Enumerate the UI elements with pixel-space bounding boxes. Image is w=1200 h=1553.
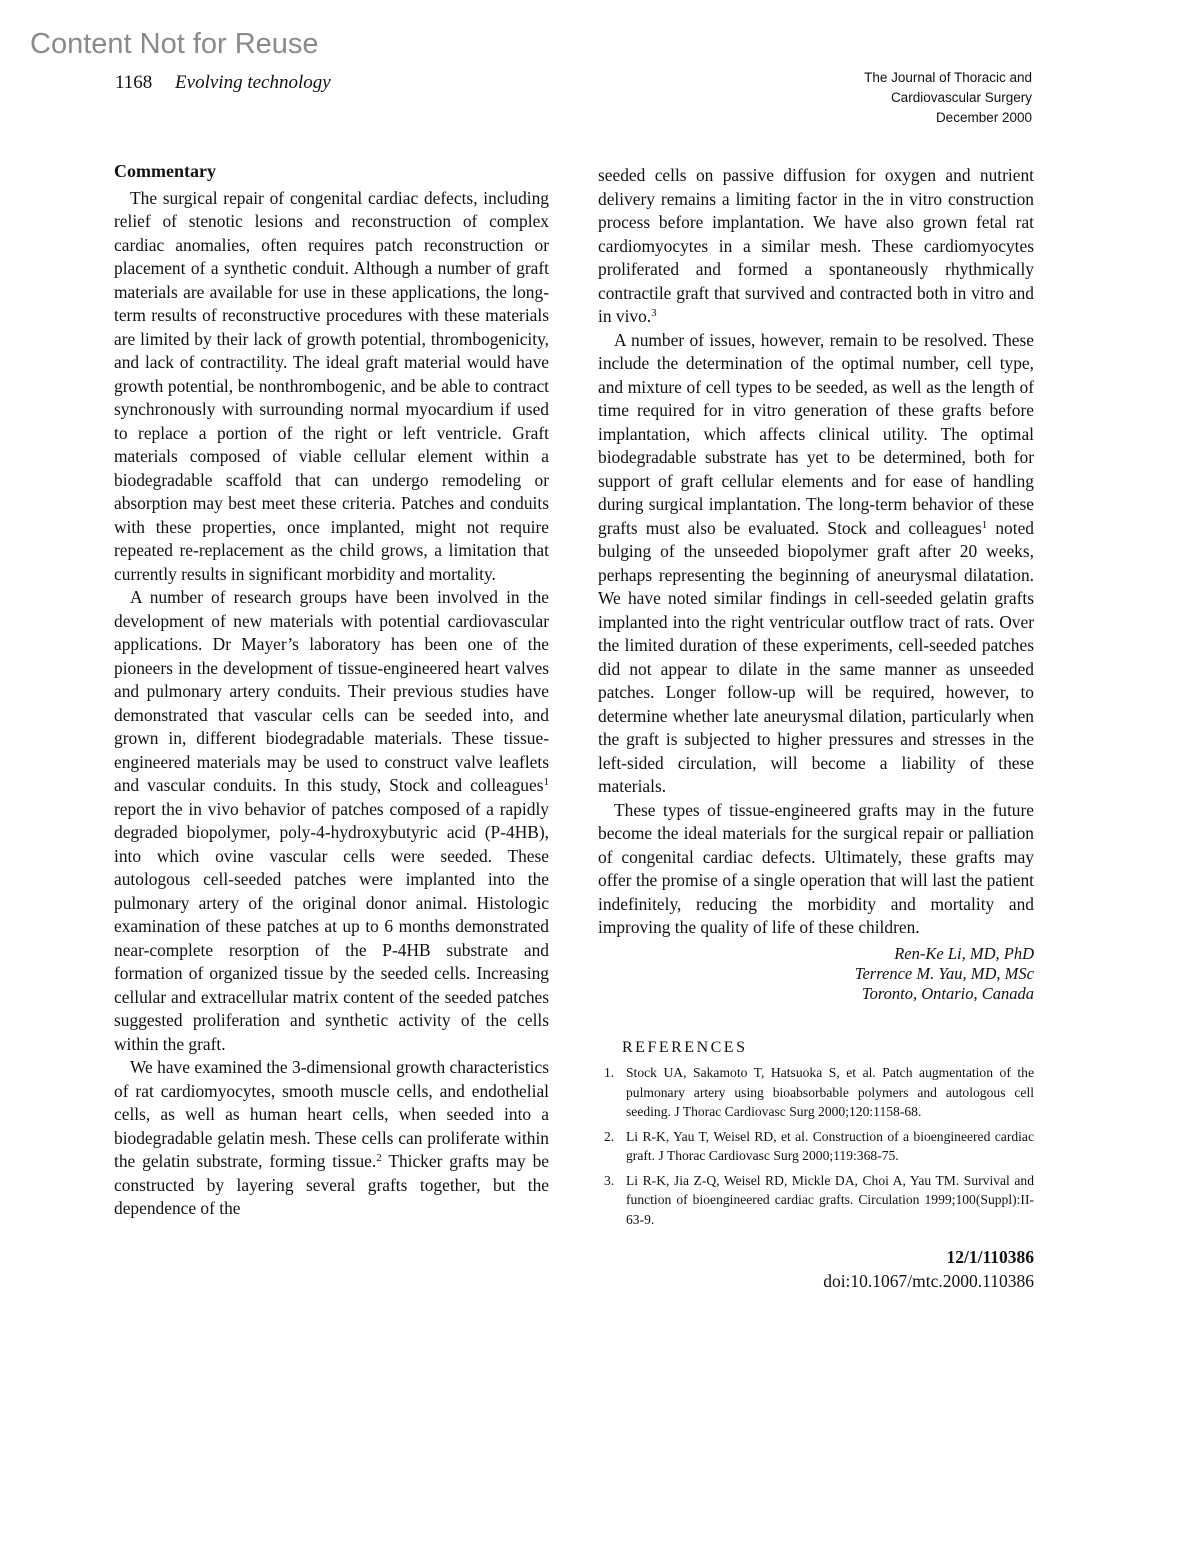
commentary-heading: Commentary — [114, 161, 216, 181]
reference-text: Li R-K, Yau T, Weisel RD, et al. Construction of a bioengineered cardiac graft. J Thorac Cardiovasc Surg 2000;119:368-75. — [626, 1128, 1034, 1163]
left-column — [114, 160, 549, 1221]
watermark-text: Content Not for Reuse — [30, 28, 319, 60]
section-title: Evolving technology — [175, 72, 331, 93]
paragraph: The surgical repair of congenital cardiac defects, including relief of stenotic lesions and reconstruction of complex cardiac anomalies, often requires patch reconstruction or placement of a synthetic conduit. Although a number of graft materials are available for use in these applications, the long-term results of reconstructive procedures with these materials are limited by their lack of growth potential, thrombogenicity, and lack of contractility. The ideal graft material would have growth potential, be nonthrombogenic, and be able to contract synchronously with surrounding normal myocardium if used to replace a portion of the right or left ventricle. Graft materials composed of viable cellular element within a biodegradable scaffold that can undergo remodeling or absorption may best meet these criteria. Patches and conduits with these properties, once implanted, might not require repeated re-replacement as the child grows, a limitation that currently results in significant morbidity and mortality. — [114, 187, 549, 584]
reference-item — [604, 1171, 1034, 1230]
issue-date: December 2000 — [935, 110, 1032, 125]
right-column — [598, 164, 1034, 1293]
article-id: 12/1/110386 — [946, 1247, 1034, 1267]
paragraph: A number of issues, however, remain to be resolved. These include the determination of the optimal number, cell type, and mixture of cell types to be seeded, as well as the length of time required for in vitro generation of these grafts before implantation, which affects clinical utility. The optimal biodegradable substrate has yet to be determined, both for support of graft cellular elements and for ease of handling during surgical implantation. The long-term behavior of these grafts must also be evaluated. Stock and colleagues$^1$ noted bulging of the unseeded biopolymer graft after 20 weeks, perhaps representing the beginning of aneurysmal dilatation. We have noted similar findings in cell-seeded gelatin grafts implanted into the right ventricular outflow tract of rats. Over the limited duration of these experiments, cell-seeded patches did not appear to dilate in the same manner as unseeded patches. Longer follow-up will be required, however, to determine whether late aneurysmal dilation, particularly when the graft is subjected to higher pressures and stresses in the left-sided circulation, will become a liability of these materials. — [598, 329, 1035, 796]
reference-item — [604, 1063, 1034, 1122]
author-name: Ren-Ke Li, MD, PhD — [894, 943, 1034, 963]
references-heading: REFERENCES — [622, 1038, 748, 1056]
author-signature — [598, 944, 1034, 1004]
reference-number: 1. — [604, 1065, 615, 1080]
citation-ref: 1 — [543, 776, 549, 788]
citation-ref: 2 — [376, 1152, 382, 1164]
paragraph: A number of research groups have been involved in the development of new materials with potential cardiovascular applications. Dr Mayer’s laboratory has been one of the pioneers in the development of tissue-engineered heart valves and pulmonary artery conduits. Their previous studies have demonstrated that vascular cells can be seeded into, and grown in, different biodegradable materials. These tissue-engineered materials may be used to construct valve leaflets and vascular conduits. In this study, Stock and colleagues$^1$ report the in vivo behavior of patches composed of a rapidly degraded biopolymer, poly-4-hydroxybutyric acid (P-4HB), into which ovine vascular cells were seeded. These autologous cell-seeded patches were implanted into the pulmonary artery of the original donor animal. Histologic examination of these patches at up to 6 months demonstrated near-complete resorption of the P-4HB substrate and formation of organized tissue by the seeded cells. Increasing cellular and extracellular matrix content of the seeded patches suggested proliferation and synthetic activity of the cells within the graft. — [114, 587, 549, 1054]
author-name: Terrence M. Yau, MD, MSc — [854, 963, 1034, 983]
doi: doi:10.1067/mtc.2000.110386 — [823, 1271, 1034, 1291]
reference-number: 3. — [604, 1172, 615, 1188]
reference-list — [598, 1063, 1034, 1229]
citation-ref: 3 — [651, 307, 657, 319]
journal-name-line-1: The Journal of Thoracic and — [864, 70, 1032, 85]
running-head-right — [864, 68, 1032, 128]
article-identifiers — [598, 1245, 1034, 1293]
running-head-left — [115, 72, 331, 94]
reference-text: Stock UA, Sakamoto T, Hatsuoka S, et al. Patch augmentation of the pulmonary artery using bioabsorbable polymers and autologous cell seeding. J Thorac Cardiovasc Surg 2000;120:1158-68. — [626, 1065, 1034, 1119]
citation-ref: 1 — [981, 518, 988, 531]
page-number: 1168 — [115, 72, 153, 93]
journal-name-line-2: Cardiovascular Surgery — [890, 90, 1032, 105]
reference-item — [604, 1127, 1034, 1166]
paragraph: We have examined the 3-dimensional growth characteristics of rat cardiomyocytes, smooth muscle cells, and endothelial cells, as well as human heart cells, when seeded into a biodegradable gelatin mesh. These cells can proliferate within the gelatin substrate, forming tissue.$^2$ Thicker grafts may be constructed by layering several grafts together, but the dependence of the — [114, 1057, 549, 1218]
reference-number: 2. — [604, 1128, 615, 1144]
reference-text: Li R-K, Jia Z-Q, Weisel RD, Mickle DA, Choi A, Yau TM. Survival and function of bioengineered cardiac grafts. Circulation 1999;100(Suppl):II-63-9. — [626, 1172, 1034, 1227]
paragraph: These types of tissue-engineered grafts may in the future become the ideal materials for the surgical repair or palliation of congenital cardiac defects. Ultimately, these grafts may offer the promise of a single operation that will last the patient indefinitely, reducing the morbidity and mortality and improving the quality of life of these children. — [598, 799, 1034, 937]
references-section — [598, 1036, 1034, 1230]
author-location: Toronto, Ontario, Canada — [861, 983, 1034, 1003]
paragraph-continued: seeded cells on passive diffusion for oxygen and nutrient delivery remains a limiting factor in the in vitro construction process before implantation. We have also grown fetal rat cardiomyocytes in a similar mesh. These cardiomyocytes proliferated and formed a spontaneously rhythmically contractile graft that survived and contracted both in vitro and in vivo.$^3$ — [598, 165, 1034, 326]
